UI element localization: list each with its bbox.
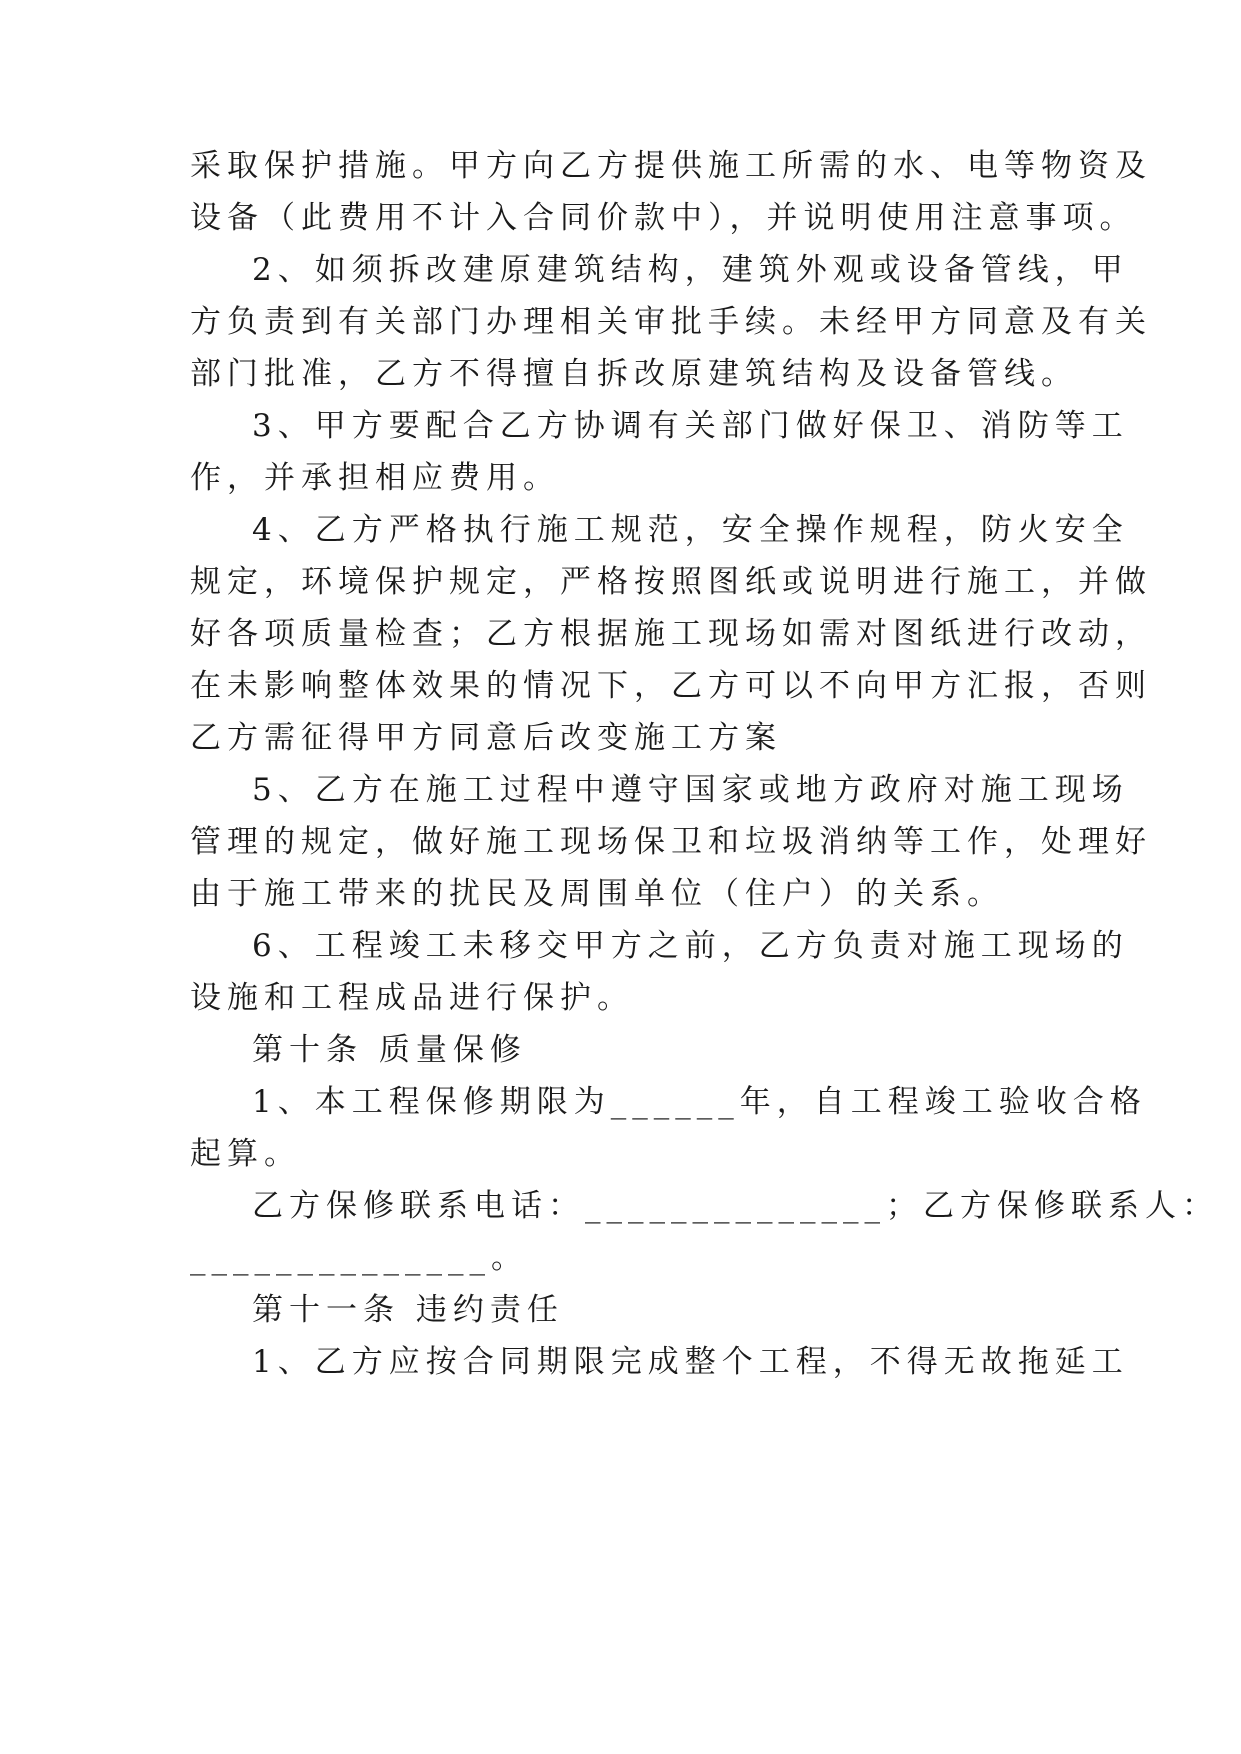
text-line: 方负责到有关部门办理相关审批手续。未经甲方同意及有关: [190, 304, 1152, 340]
text-line: 管理的规定，做好施工现场保卫和垃圾消纳等工作，处理好: [190, 824, 1152, 860]
text-line: 作，并承担相应费用。: [190, 460, 560, 496]
text-line: 设施和工程成品进行保护。: [190, 980, 634, 1016]
text-line: 部门批准，乙方不得擅自拆改原建筑结构及设备管线。: [190, 356, 1078, 392]
text-line: 1、乙方应按合同期限完成整个工程，不得无故拖延工: [252, 1344, 1129, 1380]
text-line: 乙方需征得甲方同意后改变施工方案: [190, 720, 782, 756]
section-heading: 第十一条 违约责任: [252, 1292, 564, 1328]
text-line: 由于施工带来的扰民及周围单位（住户）的关系。: [190, 876, 1004, 912]
text-line: 规定，环境保护规定，严格按照图纸或说明进行施工，并做: [190, 564, 1152, 600]
text-line: 4、乙方严格执行施工规范，安全操作规程，防火安全: [252, 512, 1129, 548]
text-line: 乙方保修联系电话：______________；乙方保修联系人：: [252, 1188, 1219, 1224]
text-line: 6、工程竣工未移交甲方之前，乙方负责对施工现场的: [252, 928, 1129, 964]
text-line: 2、如须拆改建原建筑结构，建筑外观或设备管线，甲: [252, 252, 1129, 288]
text-line: 好各项质量检查；乙方根据施工现场如需对图纸进行改动，: [190, 616, 1152, 652]
section-heading: 第十条 质量保修: [252, 1032, 527, 1068]
text-line: 采取保护措施。甲方向乙方提供施工所需的水、电等物资及: [190, 148, 1152, 184]
text-line: 起算。: [190, 1136, 301, 1172]
text-line: 5、乙方在施工过程中遵守国家或地方政府对施工现场: [252, 772, 1129, 808]
text-line: 1、本工程保修期限为______年，自工程竣工验收合格: [252, 1084, 1147, 1120]
text-line: 设备（此费用不计入合同价款中），并说明使用注意事项。: [190, 200, 1137, 236]
text-line: ______________。: [190, 1240, 528, 1276]
text-line: 在未影响整体效果的情况下，乙方可以不向甲方汇报，否则: [190, 668, 1152, 704]
text-line: 3、甲方要配合乙方协调有关部门做好保卫、消防等工: [252, 408, 1129, 444]
